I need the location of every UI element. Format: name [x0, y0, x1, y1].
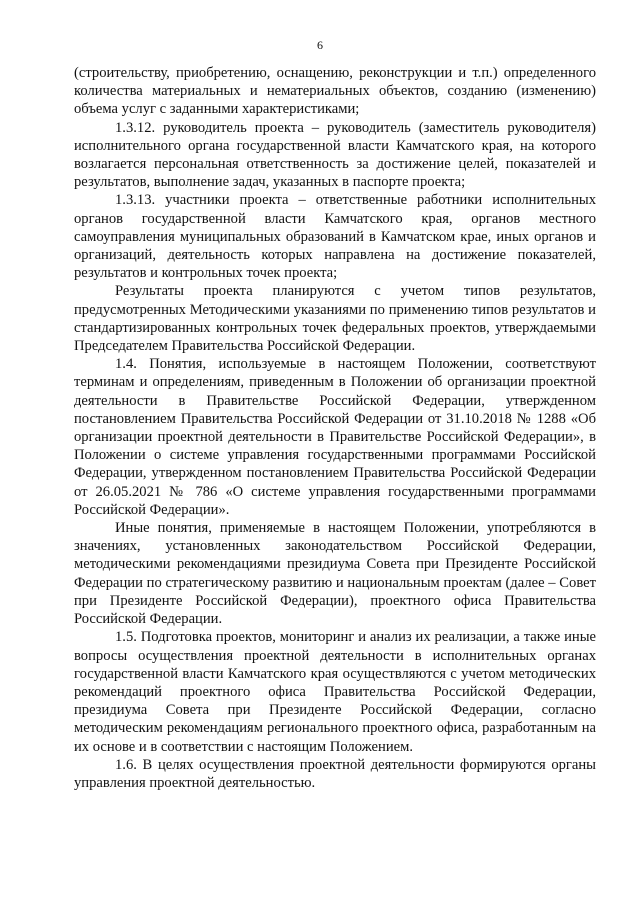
- paragraph-other-concepts: Иные понятия, применяемые в настоящем Положении, употребляются в значениях, установленных законодательством Российской Федерации, методическими рекомендациями президиума Совета при Президенте Российской Федерации по стратегическому развитию и национальным проектам (далее – Совет при Президенте Российской Федерации), проектного офиса Правительства Российской Федерации.: [74, 520, 596, 628]
- paragraph-1-4: 1.4. Понятия, используемые в настоящем Положении, соответствуют терминам и определениям, приведенным в Положении об организации проектной деятельности в Правительстве Российской Федерации, утвержденном постановлением Правительства Российской Федерации от 31.10.2018 № 1288 «Об организации проектной деятельности в Правительстве Российской Федерации», в Положении о системе управления государственными программами Российской Федерации, утвержденном постановлением Правительства Российской Федерации от 26.05.2021 № 786 «О системе управления государственными программами Российской Федерации».: [74, 356, 596, 518]
- paragraph-continuation: (строительству, приобретению, оснащению, реконструкции и т.п.) определенного количества материальных и нематериальных объектов, созданию (изменению) объема услуг с заданными характеристиками;: [74, 65, 596, 118]
- paragraph-1-3-13: 1.3.13. участники проекта – ответственные работники исполнительных органов государственной власти Камчатского края, органов местного самоуправления муниципальных образований в Камчатском крае, иных органов и организаций, деятельность которых направлена на достижение показателей, результатов и контрольных точек проекта;: [74, 192, 596, 282]
- document-body: [74, 64, 596, 792]
- page-number: 6: [317, 38, 323, 52]
- paragraph-project-results: Результаты проекта планируются с учетом типов результатов, предусмотренных Методическими указаниями по применению типов результатов и стандартизированных контрольных точек федеральных проектов, утверждаемыми Председателем Правительства Российской Федерации.: [74, 283, 596, 355]
- paragraph-1-5: 1.5. Подготовка проектов, мониторинг и анализ их реализации, а также иные вопросы осуществления проектной деятельности в исполнительных органах государственной власти Камчатского края осуществляются с учетом методических рекомендаций проектного офиса Правительства Российской Федерации, президиума Совета при Президенте Российской Федерации, согласно методическим рекомендациям регионального проектного офиса, разработанным на их основе и в соответствии с настоящим Положением.: [74, 629, 596, 755]
- paragraph-1-6: 1.6. В целях осуществления проектной деятельности формируются органы управления проектной деятельностью.: [74, 756, 596, 791]
- paragraph-1-3-12: 1.3.12. руководитель проекта – руководитель (заместитель руководителя) исполнительного органа государственной власти Камчатского края, на которого возлагается персональная ответственность за достижение целей, показателей и результатов, выполнение задач, указанных в паспорте проекта;: [74, 119, 596, 191]
